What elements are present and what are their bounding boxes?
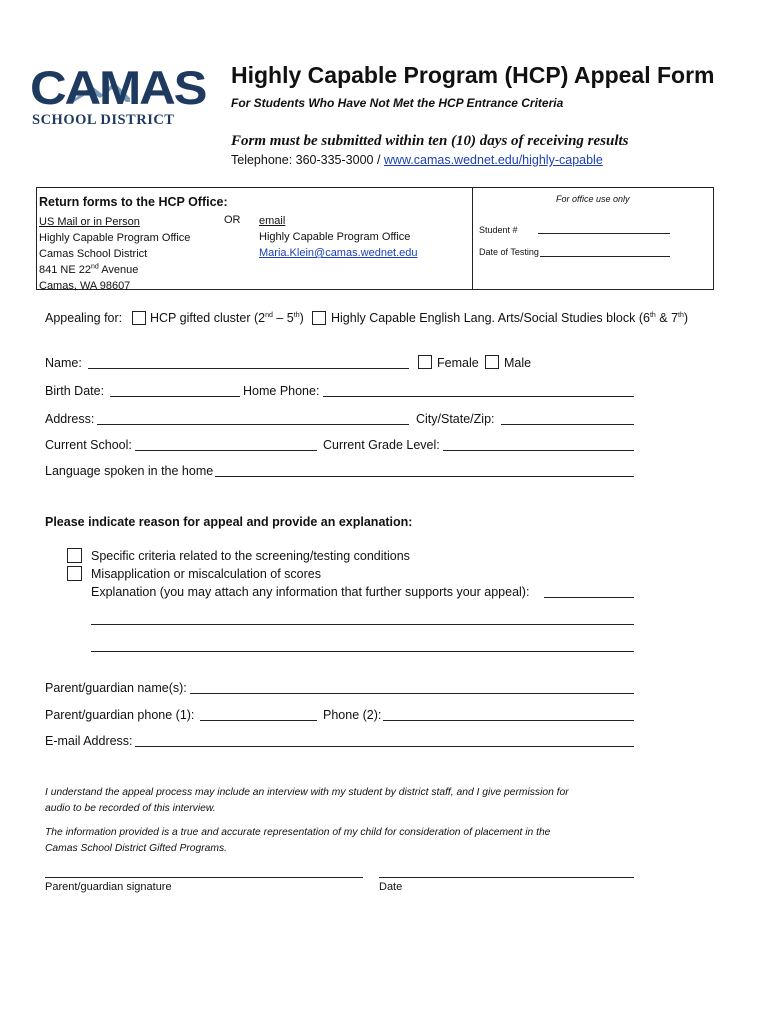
language-label: Language spoken in the home: [45, 464, 214, 478]
ela-block-checkbox[interactable]: [312, 311, 326, 325]
appealing-for-label: Appealing for:: [45, 311, 123, 325]
student-number-field[interactable]: [538, 233, 670, 234]
telephone-text: Telephone: 360-335-3000 /: [231, 153, 384, 167]
guardian-names-field[interactable]: [190, 693, 634, 694]
guardian-phone2-label: Phone (2):: [323, 708, 382, 722]
female-checkbox[interactable]: [418, 355, 432, 369]
form-title: Highly Capable Program (HCP) Appeal Form: [231, 62, 715, 88]
signature-label: Parent/guardian signature: [45, 881, 172, 893]
explanation-field-2[interactable]: [91, 624, 634, 625]
mail-street: 841 NE 22nd Avenue: [39, 263, 139, 276]
address-field[interactable]: [97, 424, 409, 425]
signature-field[interactable]: [45, 877, 363, 878]
deadline-notice: Form must be submitted within ten (10) days of receiving results: [231, 133, 629, 149]
or-separator: OR: [224, 214, 241, 226]
mail-address-block: [39, 214, 190, 294]
district-logo: [30, 61, 206, 128]
email-address-field[interactable]: [135, 746, 634, 747]
guardian-phone1-label: Parent/guardian phone (1):: [45, 708, 195, 722]
email-address-label: E-mail Address:: [45, 734, 133, 748]
city-state-zip-label: City/State/Zip:: [416, 412, 495, 426]
home-phone-field[interactable]: [323, 396, 634, 397]
guardian-phone1-field[interactable]: [200, 720, 317, 721]
mail-office: Highly Capable Program Office: [39, 232, 191, 244]
name-label: Name:: [45, 356, 82, 370]
ela-block-option: Highly Capable English Lang. Arts/Social Studies block (6th & 7th): [331, 311, 689, 325]
miscalculation-option: Misapplication or miscalculation of scores: [91, 567, 321, 581]
interview-statement: I understand the appeal process may include an interview with my student by district staff, and I give permission for audio to be recorded of this interview.: [45, 787, 569, 814]
email-block: [259, 213, 418, 261]
form-subtitle: For Students Who Have Not Met the HCP Entrance Criteria: [231, 96, 564, 110]
language-field[interactable]: [215, 476, 634, 477]
guardian-names-label: Parent/guardian name(s):: [45, 681, 187, 695]
email-office: Highly Capable Program Office: [259, 231, 411, 243]
male-label: Male: [504, 356, 532, 370]
birth-date-field[interactable]: [110, 396, 240, 397]
criteria-checkbox[interactable]: [67, 548, 82, 563]
guardian-phone2-field[interactable]: [383, 720, 634, 721]
return-forms-heading: Return forms to the HCP Office:: [39, 195, 228, 209]
logo-main-text: CAMAS: [30, 61, 206, 114]
date-of-testing-label: Date of Testing: [479, 247, 539, 257]
email-address-link[interactable]: Maria.Klein@camas.wednet.edu: [259, 247, 418, 259]
female-label: Female: [437, 356, 479, 370]
mail-method: US Mail or in Person: [39, 216, 140, 228]
website-link[interactable]: www.camas.wednet.edu/highly-capable: [383, 153, 603, 167]
grade-level-field[interactable]: [443, 450, 634, 451]
name-field[interactable]: [88, 368, 409, 369]
office-use-heading: For office use only: [556, 194, 630, 204]
current-school-field[interactable]: [135, 450, 317, 451]
birth-date-label: Birth Date:: [45, 384, 105, 398]
miscalculation-checkbox[interactable]: [67, 566, 82, 581]
explanation-label: Explanation (you may attach any information that further supports your appeal):: [91, 585, 530, 599]
address-label: Address:: [45, 412, 95, 426]
date-label: Date: [379, 881, 403, 893]
date-field[interactable]: [379, 877, 634, 878]
accuracy-statement: The information provided is a true and accurate representation of my child for consideration of placement in the Camas School District Gifted Programs.: [45, 827, 551, 854]
grade-level-label: Current Grade Level:: [323, 438, 440, 452]
explanation-field-1[interactable]: [544, 597, 634, 598]
current-school-label: Current School:: [45, 438, 132, 452]
criteria-option: Specific criteria related to the screening/testing conditions: [91, 549, 410, 563]
explanation-field-3[interactable]: [91, 651, 634, 652]
mail-city: Camas, WA 98607: [39, 280, 131, 292]
student-number-label: Student #: [479, 225, 518, 235]
male-checkbox[interactable]: [485, 355, 499, 369]
hcp-cluster-checkbox[interactable]: [132, 311, 146, 325]
reason-heading: Please indicate reason for appeal and provide an explanation:: [45, 515, 413, 529]
city-state-zip-field[interactable]: [501, 424, 634, 425]
contact-line: [231, 153, 603, 167]
email-label: email: [259, 215, 286, 227]
logo-sub-text: SCHOOL DISTRICT: [32, 112, 175, 128]
hcp-cluster-option: HCP gifted cluster (2nd – 5th): [150, 311, 304, 325]
home-phone-label: Home Phone:: [243, 384, 320, 398]
date-of-testing-field[interactable]: [540, 256, 670, 257]
mail-district: Camas School District: [39, 248, 148, 260]
